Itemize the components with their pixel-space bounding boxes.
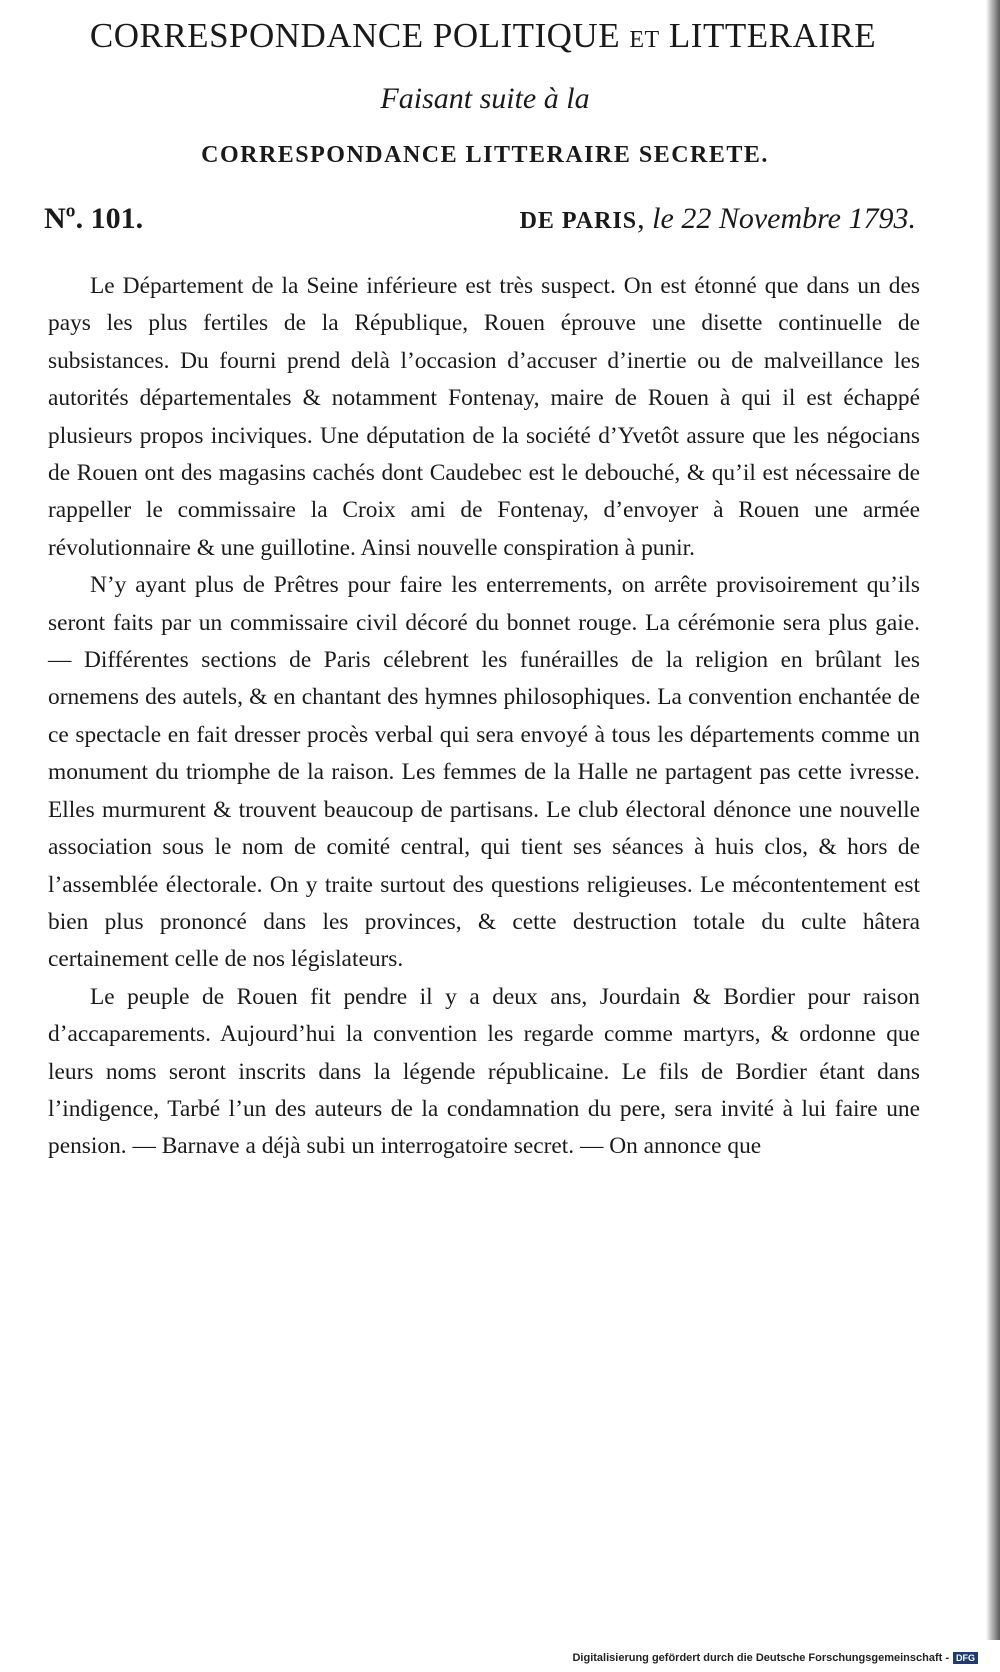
- date-le: le: [652, 202, 674, 235]
- paragraph-1: Le Département de la Seine inférieure est très suspect. On est étonné que dans un des pays les plus fertiles de la République, Rouen éprouve une disette continuelle de subsistances. Du fourni prend delà l’occasion d’accuser d’inertie ou de malveillance les autorités départementales & notamment Fontenay, maire de Rouen à qui il est échappé plusieurs propos inciviques. Une députation de la société d’Yvetôt assure que les négocians de Rouen ont des magasins cachés dont Caudebec est le debouché, & qu’il est nécessaire de rappeller le commissaire la Croix ami de Fontenay, d’envoyer à Rouen une armée révolutionnaire & une guillotine. Ainsi nouvelle conspiration à punir.: [48, 273, 920, 561]
- credit-text: Digitalisierung gefördert durch die Deutsche Forschungsgemeinschaft -: [572, 1651, 949, 1664]
- issue-number: Nº. 101.: [44, 202, 144, 235]
- date-text: 22 Novembre 1793.: [673, 202, 916, 235]
- paragraph-2: N’y ayant plus de Prêtres pour faire les enterrements, on arrête provisoirement qu’ils seront faits par un commissaire civil décoré du bonnet rouge. La cérémonie sera plus gaie. — Différentes sections de Paris célebrent les funérailles de la religion en brûlant les ornemens des autels, & en chantant des hymnes philosophiques. La convention enchantée de ce spectacle en fait dresser procès verbal qui sera envoyé à tous les départements comme un monument du triomphe de la raison. Les femmes de la Halle ne partagent pas cette ivresse. Elles murmurent & trouvent beaucoup de partisans. Le club électoral dénonce une nouvelle association sous le nom de comité central, qui tient ses séances à huis clos, & hors de l’assemblée électorale. On y traite surtout des questions religieuses. Le mécontentement est bien plus prononcé dans les provinces, & cette destruction totale du culte hâtera certainement celle de nos législateurs.: [48, 572, 920, 973]
- digitization-credit: [572, 1652, 978, 1664]
- article-body: [48, 268, 920, 1166]
- subtitle-secondary: CORRESPONDANCE LITTERAIRE SECRETE.: [201, 142, 769, 168]
- masthead-title: [38, 16, 928, 56]
- masthead-part-1: CORRESPONDANCE POLITIQUE: [89, 16, 630, 55]
- paragraph-3: Le peuple de Rouen fit pendre il y a deux ans, Jourdain & Bordier pour raison d’accaparements. Aujourd’hui la convention les regarde comme martyrs, & ordonne que leurs noms seront inscrits dans la légende républicaine. Le fils de Bordier étant dans l’indigence, Tarbé l’un des auteurs de la condamnation du pere, sera invité à lui faire une pension. — Barnave a déjà subi un interrogatoire secret. — On annonce que: [48, 983, 920, 1160]
- dfg-logo: DFG: [953, 1652, 978, 1664]
- subtitle: Faisant suite à la: [380, 82, 590, 115]
- date-prefix: DE PARIS: [519, 208, 638, 234]
- page-edge-shadow: [986, 0, 1000, 1640]
- dateline: [42, 202, 922, 242]
- date-comma: ,: [637, 202, 653, 235]
- issue-date: [520, 202, 916, 236]
- masthead-et: ET: [629, 27, 660, 53]
- masthead-part-2: LITTERAIRE: [659, 16, 877, 55]
